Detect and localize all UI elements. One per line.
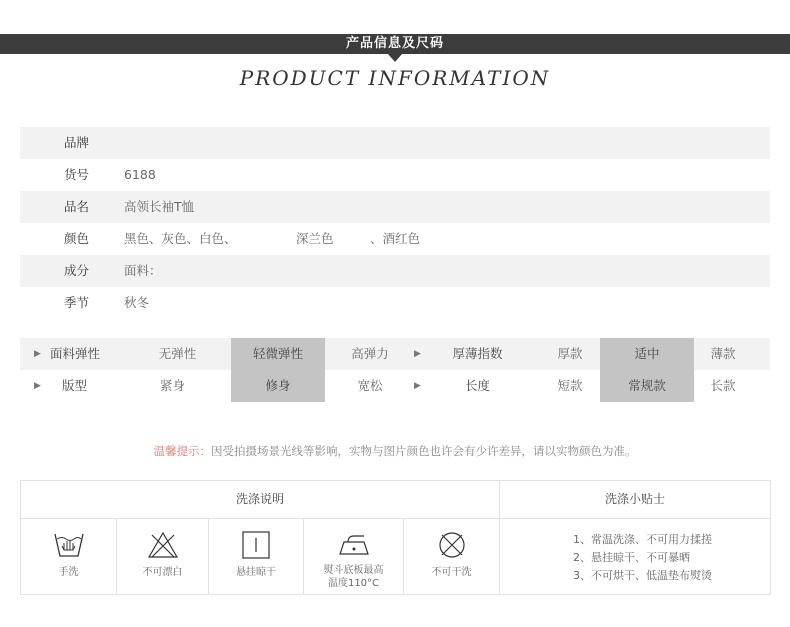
fit-option-slim: 修身 <box>231 370 325 402</box>
care-tip: 1、常温洗涤、不可用力揉搓 <box>573 533 712 546</box>
color-value-3: 、酒红色 <box>370 231 421 246</box>
thickness-option-thin: 薄款 <box>710 346 736 361</box>
length-option-short: 短款 <box>557 378 583 393</box>
elasticity-option-high: 高弹力 <box>351 346 389 361</box>
care-tips-list <box>573 531 712 585</box>
season-value: 秋冬 <box>124 295 150 310</box>
length-option-regular: 常规款 <box>600 370 694 402</box>
care-item-hand-wash <box>21 518 117 594</box>
care-tip: 3、不可烘干、低温垫布熨烫 <box>573 569 712 582</box>
elasticity-option-slight: 轻微弹性 <box>231 338 325 370</box>
care-item-no-dry-clean <box>404 518 500 594</box>
care-panel <box>20 480 771 595</box>
care-item-label: 悬挂晾干 <box>236 567 276 578</box>
name-value: 高领长袖T恤 <box>124 199 195 214</box>
thickness-label: 厚薄指数 <box>452 346 503 361</box>
info-row-season <box>20 287 770 319</box>
brand-label: 品牌 <box>64 135 90 150</box>
sku-value: 6188 <box>124 167 156 182</box>
season-label: 季节 <box>64 295 90 310</box>
care-item-no-bleach <box>117 518 209 594</box>
length-label: 长度 <box>464 378 490 393</box>
care-item-iron <box>304 518 404 594</box>
color-value-1: 黑色、灰色、白色、 <box>124 231 237 246</box>
care-tips-title: 洗涤小贴士 <box>500 481 770 519</box>
hand-wash-icon <box>53 530 85 560</box>
play-triangle-icon: ▶ <box>34 349 41 359</box>
care-item-label: 手洗 <box>58 567 79 578</box>
care-item-label: 不可漂白 <box>142 567 183 578</box>
attr-row-1 <box>20 338 770 370</box>
fit-option-loose: 宽松 <box>357 378 383 393</box>
elasticity-option-none: 无弹性 <box>158 346 197 361</box>
color-label: 颜色 <box>64 231 90 246</box>
care-instructions-title: 洗涤说明 <box>21 481 500 519</box>
notice-hint: 温馨提示： <box>153 444 211 458</box>
thickness-option-thick: 厚款 <box>557 346 583 361</box>
play-triangle-icon: ▶ <box>414 381 421 391</box>
info-row-color <box>20 223 770 255</box>
attr-row-2 <box>20 370 770 402</box>
info-row-name <box>20 191 770 223</box>
thickness-option-medium: 适中 <box>600 338 694 370</box>
fit-option-tight: 紧身 <box>159 378 185 393</box>
care-tip: 2、悬挂晾干、不可暴晒 <box>573 551 690 564</box>
page-subtitle: PRODUCT INFORMATION <box>239 66 551 90</box>
banner-notch <box>388 54 402 62</box>
info-row-sku <box>20 159 770 191</box>
no-bleach-icon <box>147 530 179 560</box>
info-row-material <box>20 255 770 287</box>
name-label: 品名 <box>64 199 90 214</box>
info-row-brand <box>20 127 770 159</box>
sku-label: 货号 <box>64 167 90 182</box>
care-item-label: 不可干洗 <box>431 567 472 578</box>
no-dry-clean-icon <box>436 530 468 560</box>
material-label: 成分 <box>64 263 90 278</box>
fit-label: 版型 <box>62 378 88 393</box>
page-title: 产品信息及尺码 <box>345 36 444 51</box>
color-notice <box>0 443 790 459</box>
play-triangle-icon: ▶ <box>414 349 421 359</box>
material-value: 面料： <box>124 263 162 278</box>
iron-low-icon <box>338 530 370 560</box>
care-item-label: 熨斗底板最高 温度110°C <box>323 565 384 589</box>
color-value-2: 深兰色 <box>296 231 334 246</box>
hang-dry-icon <box>240 530 272 560</box>
notice-text: 因受拍摄场景光线等影响，实物与图片颜色也许会有少许差异，请以实物颜色为准。 <box>211 444 637 458</box>
length-option-long: 长款 <box>710 378 736 393</box>
play-triangle-icon: ▶ <box>34 381 41 391</box>
care-item-hang-dry <box>209 518 304 594</box>
elasticity-label: 面料弹性 <box>50 346 101 361</box>
